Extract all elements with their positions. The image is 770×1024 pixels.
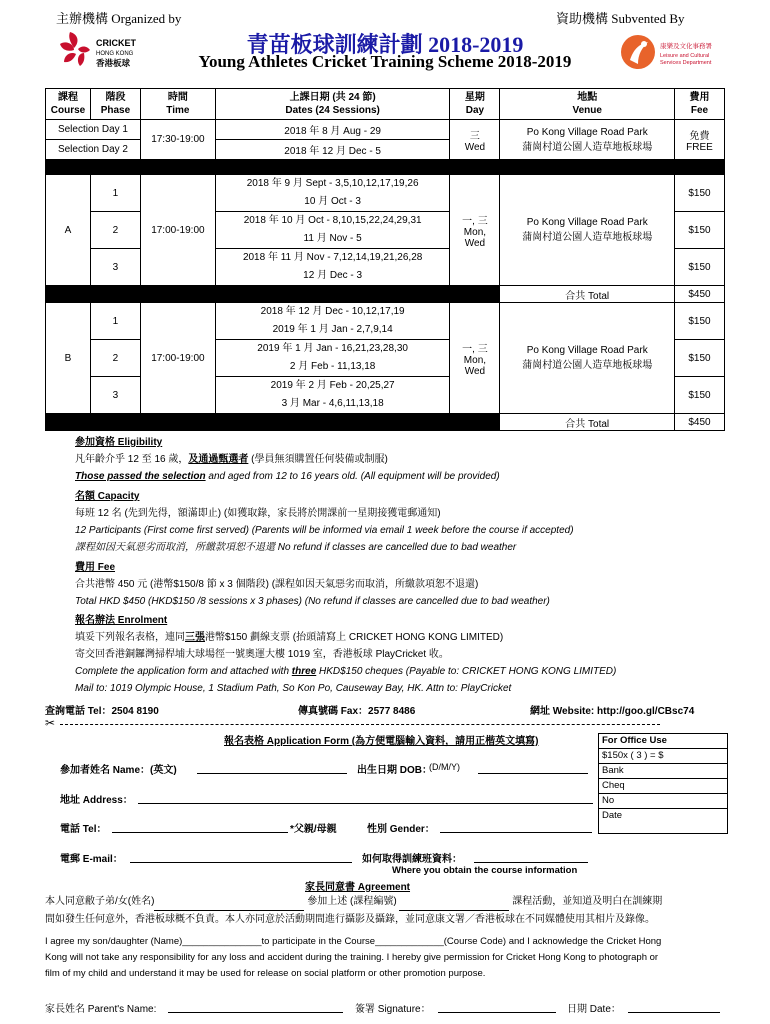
enrolment-en2: Mail to: 1019 Olympic House, 1 Stadium Path, So Kon Po, Causeway Bay, HK. Attn to: PlayCricket <box>75 683 512 694</box>
office-use-box <box>598 733 728 834</box>
eligibility-en: Those passed the selection and aged from 12 to 16 years old. (All equipment will be provided) <box>75 471 500 482</box>
office-use-cheq: Cheq <box>599 779 727 794</box>
enrolment-heading: 報名辦法 Enrolment <box>75 615 168 626</box>
course-a-phase2-fee: $150 <box>675 212 725 249</box>
name-field[interactable] <box>197 773 347 774</box>
organizer-label: 主辦機構 Organized by <box>56 11 182 26</box>
address-label: 地址 Address： <box>60 795 133 806</box>
agreement-en-line1: I agree my son/daughter (Name)_______________to participate in the Course_____________(Course Code) and I acknowledge the Cricket Hong <box>45 936 662 947</box>
fee-zh: 合共港幣 450 元 (港幣$150/8 節 x 3 個階段) (課程如因天氣惡劣而取消，所繳款項恕不退還) <box>75 579 479 590</box>
eligibility-heading: 參加資格 Eligibility <box>75 437 163 448</box>
course-b-phase3-dates: 2019 年 2 月 Feb - 20,25,27 3 月 Mar - 4,6,11,13,18 <box>215 377 450 414</box>
office-use-title: For Office Use <box>599 734 727 749</box>
scissors-icon: ✂ <box>45 716 56 730</box>
cut-line <box>60 724 660 725</box>
svg-text:香港板球: 香港板球 <box>96 58 131 68</box>
svg-text:CRICKET: CRICKET <box>96 38 136 48</box>
enrolment-zh2: 寄交回香港銅鑼灣掃桿埔大球場徑一號奧運大樓 1019 室，香港板球 PlayCricket 收。 <box>75 649 449 660</box>
signature-field[interactable] <box>438 1012 556 1013</box>
course-a-phase2: 2 <box>90 212 140 249</box>
table-row <box>46 303 725 340</box>
selection-day2: Selection Day 2 <box>46 140 141 160</box>
selection-fee: 免費 FREE <box>675 120 725 160</box>
header-day: 星期 Day <box>450 89 500 120</box>
course-a-label: A <box>46 175 91 286</box>
date-label: 日期 Date： <box>567 1004 621 1015</box>
office-use-date: Date <box>602 810 623 821</box>
header-dates: 上課日期 (共 24 節) Dates (24 Sessions) <box>215 89 450 120</box>
contact-website: 網址 Website: http://goo.gl/CBsc74 <box>530 706 695 717</box>
fee-en: Total HKD $450 (HKD$150 /8 sessions x 3 phases) (No refund if classes are cancelled due to bad weather) <box>75 596 550 607</box>
agreement-zh <box>45 893 730 928</box>
tel-label: 電話 Tel： <box>60 824 107 835</box>
selection-venue: Po Kong Village Road Park 蒲崗村道公園人造草地板球場 <box>500 120 675 160</box>
table-row <box>46 120 725 140</box>
course-b-day: 一, 三 Mon, Wed <box>450 303 500 414</box>
eligibility-section <box>75 434 500 485</box>
eligibility-zh: 凡年齡介乎 12 至 16 歲，及通過甄選者 (學員無須購置任何裝備或制服) <box>75 454 388 465</box>
capacity-en: 12 Participants (First come first served) (Parents will be informed via email 1 week before the course if accepted) <box>75 525 574 536</box>
svg-text:HONG KONG: HONG KONG <box>96 51 134 57</box>
course-b-label: B <box>46 303 91 414</box>
table-row <box>46 175 725 212</box>
header-venue: 地點 Venue <box>500 89 675 120</box>
dob-field[interactable] <box>478 773 588 774</box>
course-a-time: 17:00-19:00 <box>140 175 215 286</box>
enrolment-zh1: 填妥下列報名表格，連同三張港幣$150 劃線支票 (抬頭請寫上 CRICKET HONG KONG LIMITED) <box>75 632 504 643</box>
total-row <box>46 414 725 431</box>
form-title: 報名表格 Application Form (為方便電腦輸入資料，請用正楷英文填寫) <box>224 736 539 747</box>
selection-date1: 2018 年 8 月 Aug - 29 <box>215 120 450 140</box>
agreement-course-field[interactable] <box>399 893 509 911</box>
capacity-section <box>75 488 574 556</box>
capacity-heading: 名額 Capacity <box>75 491 140 502</box>
how-field[interactable] <box>474 862 588 863</box>
agreement-en <box>45 934 730 982</box>
title-chinese: 青苗板球訓練計劃 2018-2019 <box>246 32 524 57</box>
selection-day: 三 Wed <box>450 120 500 160</box>
course-b-phase3: 3 <box>90 377 140 414</box>
agreement-zh-line2: 間如發生任何意外，香港板球概不負責。本人亦同意於活動期間進行攝影及攝錄，並同意康文署／香港板球在不同媒體使用其相片及錄像。 <box>45 914 655 925</box>
gender-field[interactable] <box>440 832 592 833</box>
parent-relation: *父親/母親 <box>290 824 337 835</box>
email-label: 電郵 E-mail： <box>60 854 123 865</box>
selection-time: 17:30-19:00 <box>140 120 215 160</box>
course-a-venue: Po Kong Village Road Park 蒲崗村道公園人造草地板球場 <box>500 175 675 286</box>
agreement-en-line3: film of my child and understand it may be used for release on social platform or other promotion purpose. <box>45 968 486 979</box>
divider-row <box>46 160 725 175</box>
course-b-phase3-fee: $150 <box>675 377 725 414</box>
svg-text:Leisure and Cultural: Leisure and Cultural <box>660 53 710 59</box>
subvented-label: 資助機構 Subvented By <box>556 11 685 26</box>
fee-heading: 費用 Fee <box>75 562 116 573</box>
course-a-phase1-fee: $150 <box>675 175 725 212</box>
schedule-table <box>45 88 725 431</box>
course-b-venue: Po Kong Village Road Park 蒲崗村道公園人造草地板球場 <box>500 303 675 414</box>
course-b-phase1-dates: 2018 年 12 月 Dec - 10,12,17,19 2019 年 1 月 Jan - 2,7,9,14 <box>215 303 450 340</box>
signature-label: 簽署 Signature： <box>355 1004 431 1015</box>
agreement-heading: 家長同意書 Agreement <box>305 882 411 893</box>
course-b-phase2-fee: $150 <box>675 340 725 377</box>
header-course: 課程 Course <box>46 89 91 120</box>
address-field[interactable] <box>138 803 593 804</box>
course-b-phase1: 1 <box>90 303 140 340</box>
parent-name-label: 家長姓名 Parent's Name: <box>45 1004 157 1015</box>
course-b-phase1-fee: $150 <box>675 303 725 340</box>
course-b-time: 17:00-19:00 <box>140 303 215 414</box>
course-b-phase2-dates: 2019 年 1 月 Jan - 16,21,23,28,30 2 月 Feb - 11,13,18 <box>215 340 450 377</box>
svg-text:康樂及文化事務署: 康樂及文化事務署 <box>660 42 712 50</box>
enrolment-en1: Complete the application form and attached with three HKD$150 cheques (Payable to: CRICKET HONG KONG LIMITED) <box>75 666 617 677</box>
how-label-en: Where you obtain the course information <box>392 865 578 876</box>
email-field[interactable] <box>130 862 352 863</box>
course-a-phase3: 3 <box>90 249 140 286</box>
course-a-phase2-dates: 2018 年 10 月 Oct - 8,10,15,22,24,29,31 11 月 Nov - 5 <box>215 212 450 249</box>
tel-field[interactable] <box>112 832 288 833</box>
how-label: 如何取得訓練班資料： <box>362 854 462 865</box>
name-label: 參加者姓名 Name：(英文) <box>60 765 177 776</box>
office-use-bank: Bank <box>599 764 727 779</box>
contact-tel: 查詢電話 Tel：2504 8190 <box>45 706 159 717</box>
course-a-phase3-dates: 2018 年 11 月 Nov - 7,12,14,19,21,26,28 12 月 Dec - 3 <box>215 249 450 286</box>
agreement-en-line2: Kong will not take any responsibility for any loss and accident during the training. I hereby give permission for Cricket Hong Kong to photograph or <box>45 952 659 963</box>
total-row <box>46 286 725 303</box>
date-field[interactable] <box>628 1012 720 1013</box>
header-phase: 階段 Phase <box>90 89 140 120</box>
selection-day1: Selection Day 1 <box>46 120 141 140</box>
svg-text:Services Department: Services Department <box>660 60 712 66</box>
selection-date2: 2018 年 12 月 Dec - 5 <box>215 140 450 160</box>
course-b-total: $450 <box>675 414 725 431</box>
course-a-day: 一, 三 Mon, Wed <box>450 175 500 286</box>
dob-format: (D/M/Y) <box>429 762 460 772</box>
title-english: Young Athletes Cricket Training Scheme 2018-2019 <box>198 52 572 71</box>
parent-name-field[interactable] <box>168 1012 343 1013</box>
agreement-zh-line1: 本人同意敝子弟/女(姓名) 參加上述 (課程編號) 課程活動，並知道及明白在訓練期 <box>45 893 730 911</box>
course-a-phase1-dates: 2018 年 9 月 Sept - 3,5,10,12,17,19,26 10 月 Oct - 3 <box>215 175 450 212</box>
course-b-phase2: 2 <box>90 340 140 377</box>
office-use-no: No <box>599 794 727 809</box>
dob-label: 出生日期 DOB： <box>357 765 432 776</box>
office-use-amount: $150x ( 3 ) = $ <box>599 749 727 764</box>
capacity-note: 課程如因天氣惡劣而取消，所繳款項恕不退還 No refund if classes are cancelled due to bad weather <box>75 542 517 553</box>
enrolment-section <box>75 612 616 697</box>
table-header-row <box>46 89 725 120</box>
fee-section <box>75 559 550 610</box>
course-a-phase1: 1 <box>90 175 140 212</box>
header-fee: 費用 Fee <box>675 89 725 120</box>
course-a-total-label: 合共 Total <box>500 286 675 303</box>
gender-label: 性別 Gender： <box>367 824 435 835</box>
agreement-name-field[interactable] <box>154 893 304 911</box>
course-b-total-label: 合共 Total <box>500 414 675 431</box>
header-time: 時間 Time <box>140 89 215 120</box>
course-a-phase3-fee: $150 <box>675 249 725 286</box>
contact-fax: 傳真號碼 Fax：2577 8486 <box>298 706 416 717</box>
course-a-total: $450 <box>675 286 725 303</box>
capacity-zh: 每班 12 名 (先到先得，額滿即止) (如獲取錄，家長將於開課前一星期接獲電郵通知) <box>75 508 441 519</box>
